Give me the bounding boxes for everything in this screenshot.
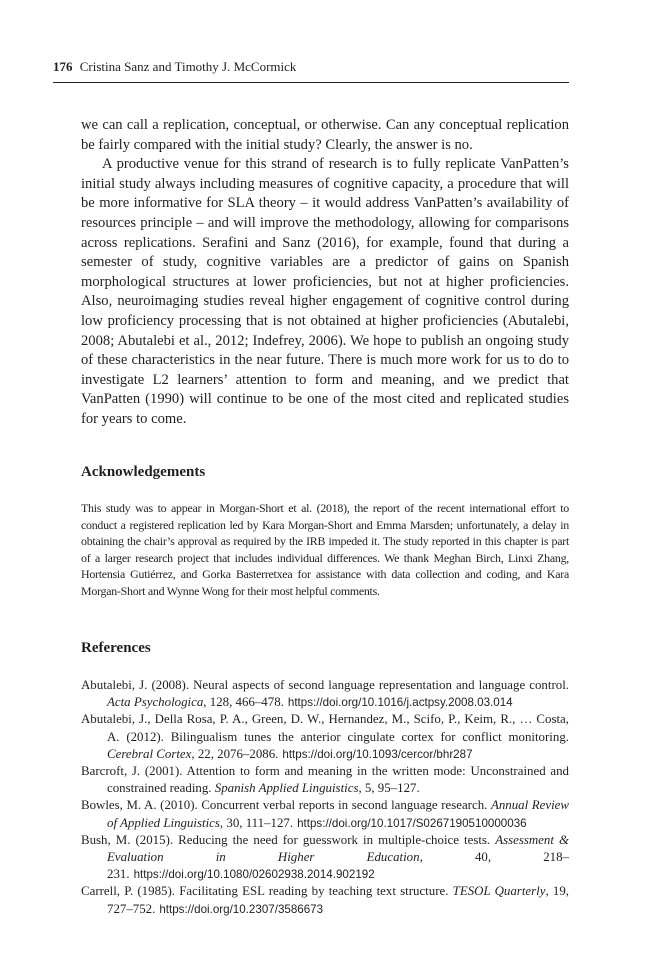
running-header xyxy=(53,58,569,83)
reference-item: Bush, M. (2015). Reducing the need for guesswork in multiple-choice tests. Assessment & Evaluation in Higher Education, 40, 218–231. https://doi.org/10.1080/02602938.2014.902192 xyxy=(81,832,570,882)
acknowledgements-text: This study was to appear in Morgan-Short et al. (2018), the report of the recent international effort to conduct a registered replication led by Kara Morgan-Short and Emma Marsden; unfortunately, a delay in obtaining the chair’s approval as required by the IRB impeded it. The study reported in this chapter is part of a larger research project that includes individual differences. We thank Meghan Birch, Linxi Zhang, Hortensia Gutiérrez, and Gorka Basterretxea for assistance with data collection and coding, and Kara Morgan-Short and Wynne Wong for their most helpful comments. xyxy=(81,501,569,598)
main-body-text xyxy=(81,116,569,430)
doi-link[interactable]: https://doi.org/10.1093/cercor/bhr287 xyxy=(282,747,473,761)
acknowledgements-heading: Acknowledgements xyxy=(81,464,206,480)
body-paragraph-2: A productive venue for this strand of research is to fully replicate VanPatten’s initial study always including measures of cognitive capacity, a procedure that will be more informative for SLA theory – it would address VanPatten’s availability of resources principle – and will improve the methodology, allowing for comparisons across replications. Serafini and Sanz (2016), for example, found that during a semester of study, cognitive variables are a predictor of gains on Spanish morphological structures at lower proficiencies, but not at higher proficiencies. Also, neuroimaging studies reveal higher engagement of cognitive control during low proficiency processing that is not obtained at higher proficiencies (Abutalebi, 2008; Abutalebi et al., 2012; Indefrey, 2006). We hope to publish an ongoing study of these characteristics in the near future. There is much more work for us to do to investigate L2 learners’ attention to form and meaning, and we predict that VanPatten (1990) will continue to be one of the most cited and replicated studies for years to come. xyxy=(81,156,569,427)
reference-item: Abutalebi, J., Della Rosa, P. A., Green, D. W., Hernandez, M., Scifo, P., Keim, R., … Costa, A. (2012). Bilingualism tunes the anterior cingulate cortex for conflict monitoring. Cerebral Cortex, 22, 2076–2086. https://doi.org/10.1093/cercor/bhr287 xyxy=(81,712,569,761)
doi-link[interactable]: https://doi.org/10.1016/j.actpsy.2008.03.014 xyxy=(287,696,513,710)
references-heading: References xyxy=(81,640,151,656)
doi-link[interactable]: https://doi.org/10.1017/S0267190510000036 xyxy=(297,816,527,830)
doi-link[interactable]: https://doi.org/10.2307/3586673 xyxy=(159,902,324,916)
reference-item: Abutalebi, J. (2008). Neural aspects of second language representation and language control. Acta Psychologica, 128, 466–478. https://doi.org/10.1016/j.actpsy.2008.03.014 xyxy=(81,678,569,710)
reference-list xyxy=(81,677,569,918)
running-head-authors: Cristina Sanz and Timothy J. McCormick xyxy=(79,59,297,74)
reference-item: Bowles, M. A. (2010). Concurrent verbal reports in second language research. Annual Review of Applied Linguistics, 30, 111–127. https://doi.org/10.1017/S0267190510000036 xyxy=(81,798,569,830)
reference-item: Carrell, P. (1985). Facilitating ESL reading by teaching text structure. TESOL Quarterly, 19, 727–752. https://doi.org/10.2307/3586673 xyxy=(81,884,569,916)
doi-link[interactable]: https://doi.org/10.1080/02602938.2014.902192 xyxy=(133,868,375,882)
page-number: 176 xyxy=(53,59,73,74)
reference-item: Barcroft, J. (2001). Attention to form and meaning in the written mode: Unconstrained and constrained reading. Spanish Applied Linguistics, 5, 95–127. xyxy=(81,764,569,796)
body-paragraph-1: we can call a replication, conceptual, or otherwise. Can any conceptual replication be fairly compared with the initial study? Clearly, the answer is no. xyxy=(81,117,569,153)
